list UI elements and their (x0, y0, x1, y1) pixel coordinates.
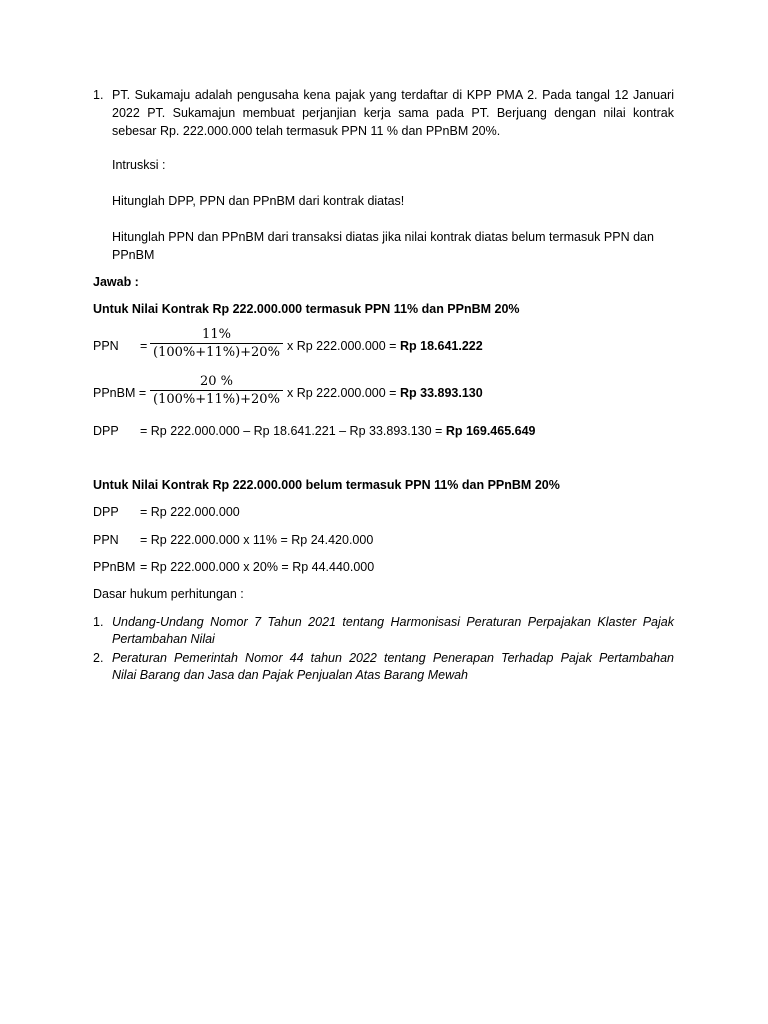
section-2-heading: Untuk Nilai Kontrak Rp 222.000.000 belum termasuk PPN 11% dan PPnBM 20% (93, 478, 560, 492)
answer-label: Jawab : (93, 275, 139, 289)
ppnbm-fraction (150, 374, 283, 408)
instruction-1: Hitunglah DPP, PPN dan PPnBM dari kontrak diatas! (112, 194, 405, 208)
ppn-equals: = (140, 339, 148, 353)
legal-basis-label: Dasar hukum perhitungan : (93, 587, 244, 601)
dpp-expression (140, 424, 535, 438)
ppnbm2-expression: = Rp 222.000.000 x 20% = Rp 44.440.000 (140, 560, 375, 574)
question-line-2: 2022 PT. Sukamajun membuat perjanjian kerja sama pada PT. Berjuang dengan nilai kontrak (112, 106, 674, 120)
instruction-2-line-2: PPnBM (112, 248, 155, 262)
instruction-2-line-1: Hitunglah PPN dan PPnBM dari transaksi diatas jika nilai kontrak diatas belum termasuk PPN dan (112, 230, 654, 244)
ppnbm-multiplier: x Rp 222.000.000 = (287, 386, 397, 400)
legal-item-number: 2. (93, 651, 104, 665)
ppn2-expression: = Rp 222.000.000 x 11% = Rp 24.420.000 (140, 533, 374, 547)
legal-item-2-line-1: Peraturan Pemerintah Nomor 44 tahun 2022 tentang Penerapan Terhadap Pajak Pertambahan (112, 651, 674, 665)
section-1-heading: Untuk Nilai Kontrak Rp 222.000.000 termasuk PPN 11% dan PPnBM 20% (93, 302, 520, 316)
legal-item-1-line-2: Pertambahan Nilai (112, 632, 215, 646)
ppnbm-label: PPnBM = (93, 386, 147, 400)
ppnbm-result: Rp 33.893.130 (400, 386, 483, 400)
ppn-denominator: (100%+11%)+20% (153, 345, 280, 360)
ppnbm-denominator: (100%+11%)+20% (153, 392, 280, 407)
question-line-3: sebesar Rp. 222.000.000 telah termasuk PPN 11 % dan PPnBM 20%. (112, 124, 501, 138)
ppn-label: PPN (93, 339, 119, 353)
question-line-1: PT. Sukamaju adalah pengusaha kena pajak yang terdaftar di KPP PMA 2. Pada tangal 12 Januari (112, 88, 674, 102)
dpp2-expression: = Rp 222.000.000 (140, 505, 240, 519)
dpp-expression-text: = Rp 222.000.000 – Rp 18.641.221 – Rp 33.893.130 = (140, 424, 443, 438)
ppnbm2-label: PPnBM (93, 560, 136, 574)
dpp-result: Rp 169.465.649 (445, 424, 536, 438)
dpp2-label: DPP (93, 505, 119, 519)
legal-item-2-line-2: Nilai Barang dan Jasa dan Pajak Penjualan Atas Barang Mewah (112, 668, 469, 682)
ppn-numerator: 11% (202, 327, 231, 342)
ppn-result: Rp 18.641.222 (400, 339, 483, 353)
ppn-fraction (150, 327, 283, 361)
ppnbm-numerator: 20 % (199, 374, 234, 389)
ppn-multiplier: x Rp 222.000.000 = (287, 339, 397, 353)
ppn2-label: PPN (93, 533, 119, 547)
legal-item-number: 1. (93, 615, 104, 629)
instruction-label: Intrusksi : (112, 158, 166, 172)
question-number: 1. (93, 88, 104, 102)
dpp-label: DPP (93, 424, 119, 438)
legal-item-1-line-1: Undang-Undang Nomor 7 Tahun 2021 tentang Harmonisasi Peraturan Perpajakan Klaster Pajak (112, 615, 674, 629)
